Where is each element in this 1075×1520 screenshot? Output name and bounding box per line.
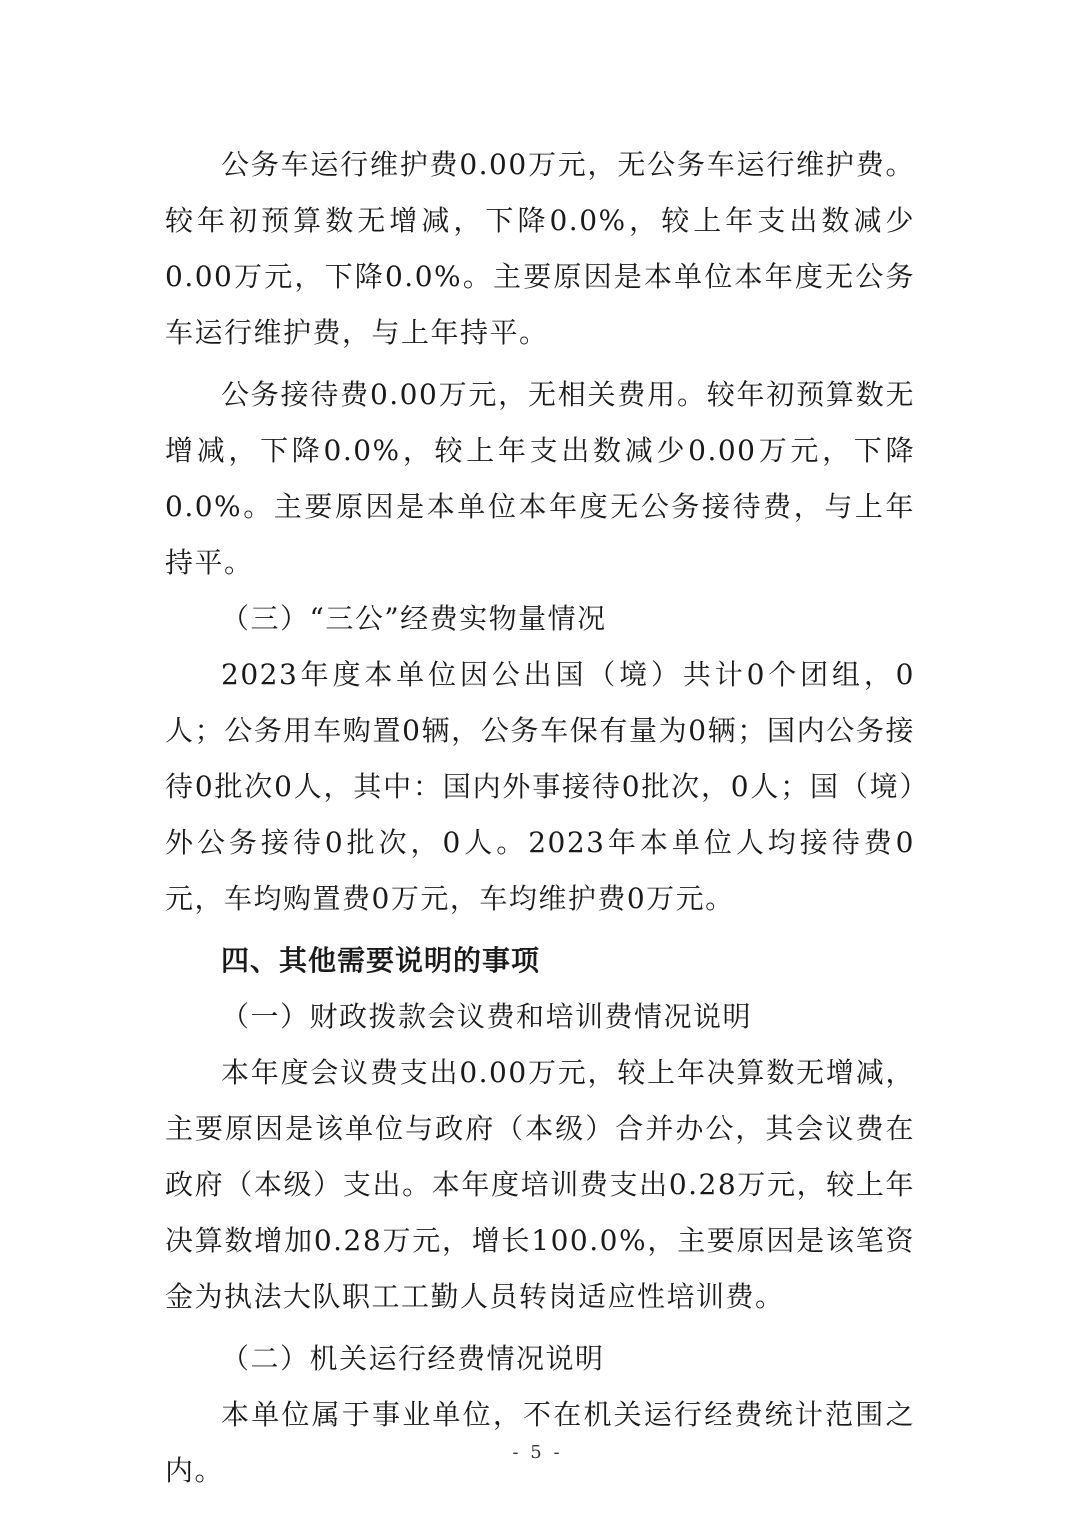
paragraph-physical-quantity: 2023年度本单位因公出国（境）共计0个团组，0人；公务用车购置0辆，公务车保有量为0辆；国内公务接待0批次0人，其中：国内外事接待0批次，0人；国（境）外公务接待0批次，0人。2023年本单位人均接待费0元，车均购置费0万元，车均维护费0万元。 <box>165 658 915 915</box>
paragraph-vehicle-maintenance: 公务车运行维护费0.00万元，无公务车运行维护费。较年初预算数无增减，下降0.0%，较上年支出数减少0.00万元，下降0.0%。主要原因是本单位本年度无公务车运行维护费，与上年持平。 <box>165 148 915 349</box>
subheading-operating-expenses: （二）机关运行经费情况说明 <box>221 1342 605 1375</box>
document-body <box>165 137 915 1499</box>
paragraph-reception-fee: 公务接待费0.00万元，无相关费用。较年初预算数无增减，下降0.0%，较上年支出数减少0.00万元，下降0.0%。主要原因是本单位本年度无公务接待费，与上年持平。 <box>165 378 915 579</box>
page-number: - 5 - <box>512 1442 563 1463</box>
subheading-meeting-training: （一）财政拨款会议费和培训费情况说明 <box>221 1000 753 1033</box>
paragraph-meeting-training: 本年度会议费支出0.00万元，较上年决算数无增减，主要原因是该单位与政府（本级）合并办公，其会议费在政府（本级）支出。本年度培训费支出0.28万元，较上年决算数增加0.28万元，增长100.0%，主要原因是该笔资金为执法大队职工工勤人员转岗适应性培训费。 <box>165 1056 915 1313</box>
paragraph-operating-expenses: 本单位属于事业单位，不在机关运行经费统计范围之内。 <box>165 1398 915 1487</box>
section-heading-other-matters: 四、其他需要说明的事项 <box>221 944 541 977</box>
subheading-physical-quantity: （三）“三公”经费实物量情况 <box>221 602 607 635</box>
